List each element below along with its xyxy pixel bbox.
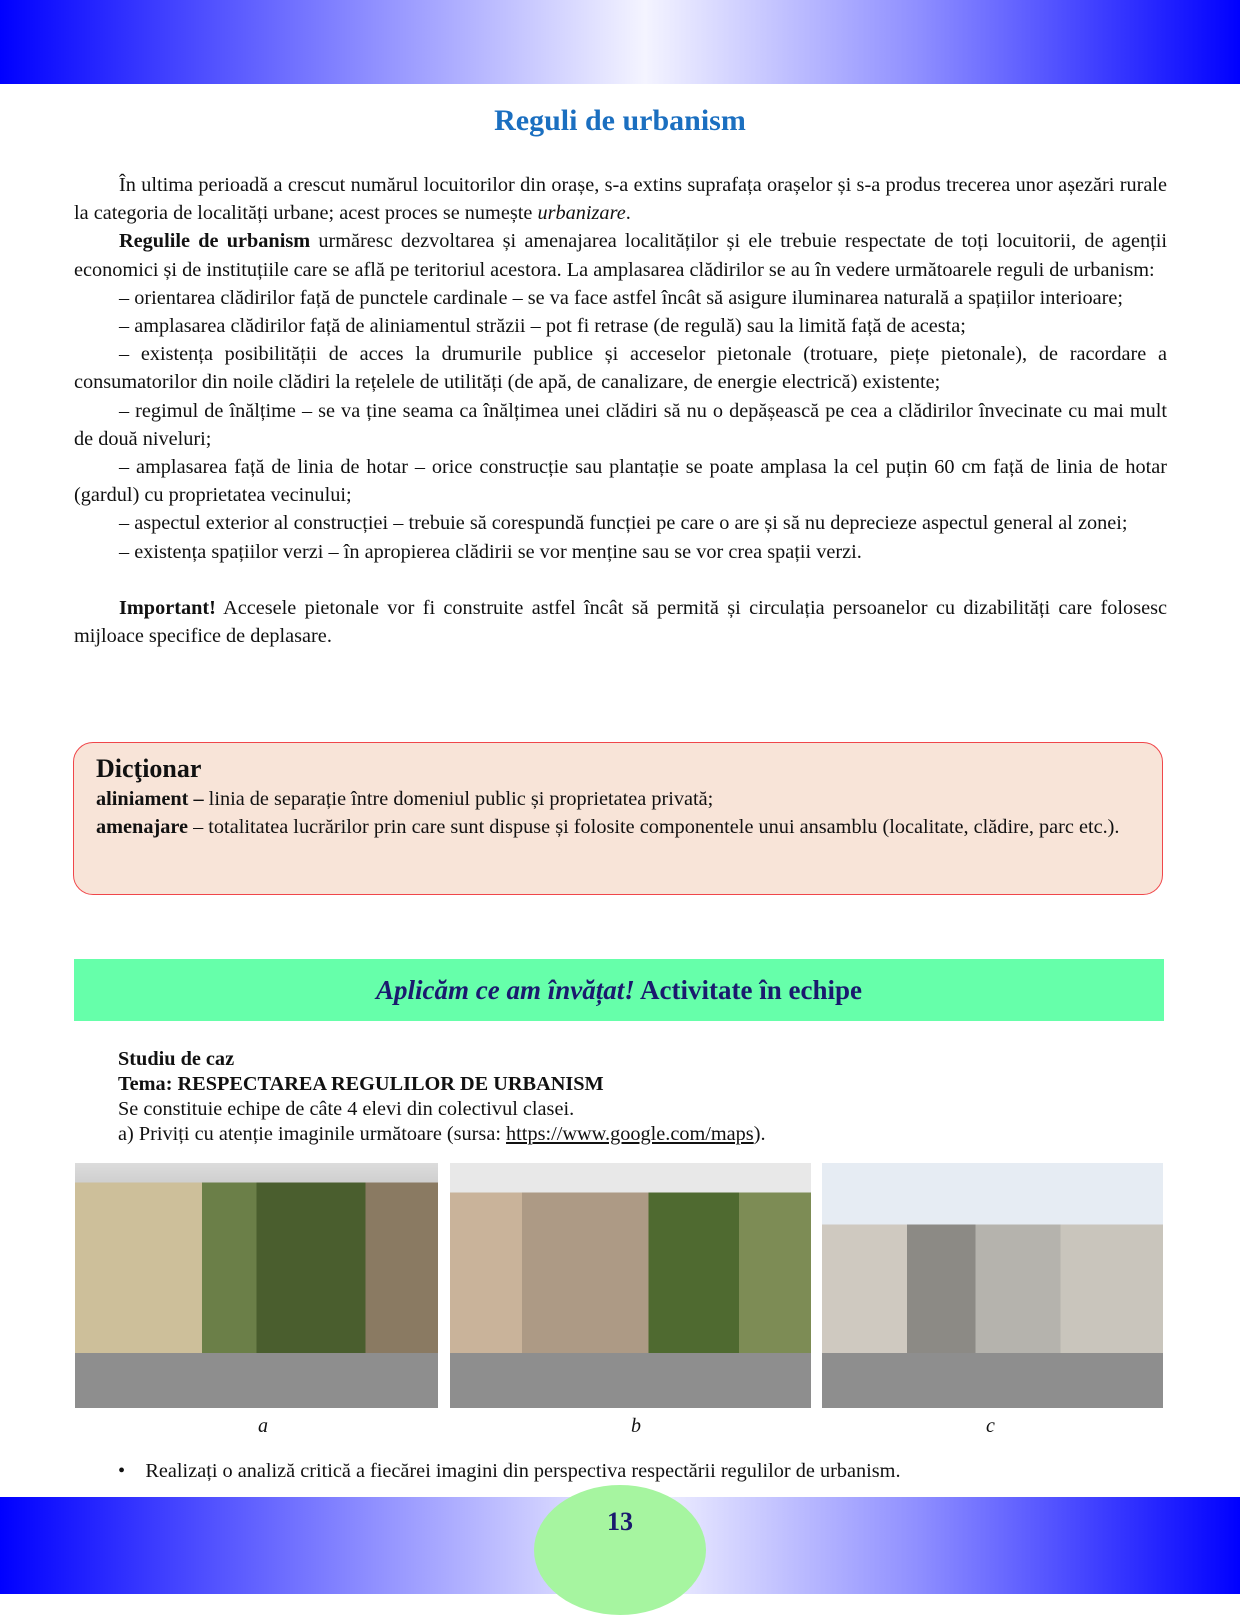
case-theme: Tema: RESPECTAREA REGULILOR DE URBANISM xyxy=(118,1073,604,1095)
dictionary-title: Dicţionar xyxy=(96,754,202,783)
maps-link[interactable]: https://www.google.com/maps xyxy=(506,1123,754,1145)
caption-a: a xyxy=(258,1415,268,1437)
case-instruction: a) Priviți cu atenție imaginile următoare (sursa: https://www.google.com/maps). xyxy=(118,1123,766,1145)
dictionary-entry: amenajare – totalitatea lucrărilor prin care sunt dispuse și folosite componentele unui ansamblu (localitate, clădire, parc etc.). xyxy=(96,816,1120,838)
rule-item: – existența spațiilor verzi – în apropierea clădirii se vor menține sau se vor crea spații verzi. xyxy=(119,540,862,563)
rule-item: – regimul de înălțime – se va ține seama ca înălțimea unei clădiri să nu o depășească pe cea a clădirilor învecinate cu mai mult de două niveluri; xyxy=(74,399,1167,450)
case-teams: Se constituie echipe de câte 4 elevi din colectivul clasei. xyxy=(118,1098,575,1120)
rule-item: – amplasarea clădirilor față de aliniamentul străzii – pot fi retrase (de regulă) sau la limită față de acesta; xyxy=(119,315,966,338)
header-band xyxy=(0,0,1240,84)
main-text xyxy=(74,171,1167,650)
rule-item: – amplasarea față de linia de hotar – orice construcție sau plantație se poate amplasa la cel puțin 60 cm față de linia de hotar (gardul) cu proprietatea vecinului; xyxy=(74,456,1167,507)
dictionary-entry: aliniament – linia de separație între domeniul public și proprietatea privată; xyxy=(96,788,714,810)
rules-intro: Regulile de urbanism urmăresc dezvoltarea și amenajarea localităților și ele trebuie respectate de toți locuitorii, de agenții economici și de instituțiile care se află pe teritoriul acestora. La amplasarea clădirilor se au în vedere următoarele reguli de urbanism: xyxy=(74,230,1167,281)
case-title: Studiu de caz xyxy=(118,1048,235,1070)
photo-a xyxy=(75,1163,438,1408)
page-title: Reguli de urbanism xyxy=(494,104,746,137)
important-note: Important! Accesele pietonale vor fi construite astfel încât să permită și circulația persoanelor cu dizabilități care folosesc mijloace specifice de deplasare. xyxy=(74,596,1167,648)
case-study xyxy=(118,1047,766,1147)
rule-item: – existența posibilității de acces la drumurile publice și acceselor pietonale (trotuare, piețe pietonale), de racordare a consumatorilor din noile clădiri la rețelele de utilități (de apă, de canalizare, de energie electrică) existente; xyxy=(74,343,1167,394)
intro-paragraph: În ultima perioadă a crescut numărul locuitorilor din orașe, s-a extins suprafața orașelor și s-a produs trecerea unor așezări rurale la categoria de localități urbane; acest proces se numește urbanizare. xyxy=(74,174,1167,225)
dictionary-box xyxy=(73,742,1163,895)
activity-banner: Aplicăm ce am învățat! Activitate în echipe xyxy=(74,959,1164,1021)
caption-b: b xyxy=(631,1415,641,1437)
task-bullet: • Realizați o analiză critică a fiecărei imagini din perspectiva respectării regulilor de urbanism. xyxy=(118,1460,901,1482)
photo-c xyxy=(822,1163,1163,1408)
caption-c: c xyxy=(986,1415,995,1437)
photo-b xyxy=(450,1163,811,1408)
rule-item: – aspectul exterior al construcției – trebuie să corespundă funcției pe care o are și să nu deprecieze aspectul general al zonei; xyxy=(119,512,1128,535)
page-number: 13 xyxy=(534,1485,706,1615)
rule-item: – orientarea clădirilor față de punctele cardinale – se va face astfel încât să asigure iluminarea naturală a spațiilor interioare; xyxy=(119,286,1123,309)
